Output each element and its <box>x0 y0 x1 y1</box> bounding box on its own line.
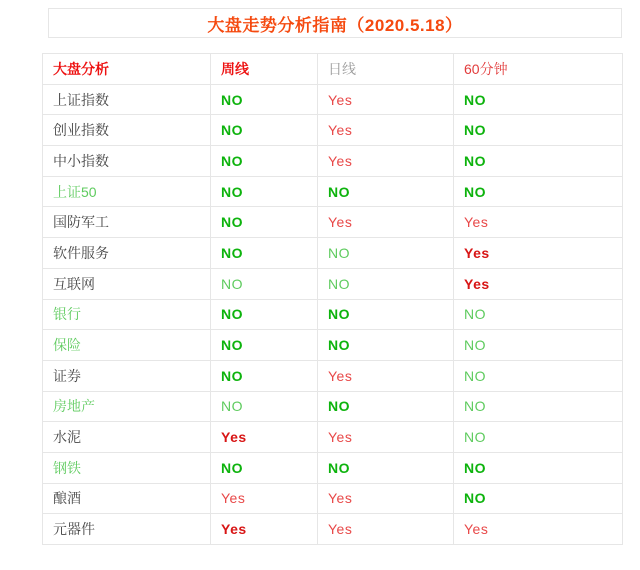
cell-value: NO <box>211 299 318 330</box>
cell-value: NO <box>211 238 318 269</box>
cell-value: NO <box>454 176 623 207</box>
table-row <box>43 452 623 483</box>
cell-value: NO <box>211 207 318 238</box>
cell-value: NO <box>454 452 623 483</box>
analysis-table-body <box>43 84 623 544</box>
cell-value: NO <box>318 299 454 330</box>
table-row <box>43 483 623 514</box>
row-label: 酿酒 <box>43 483 211 514</box>
table-row <box>43 84 623 115</box>
cell-value: NO <box>454 330 623 361</box>
cell-value: Yes <box>211 483 318 514</box>
cell-value: NO <box>454 299 623 330</box>
row-label: 证券 <box>43 360 211 391</box>
cell-value: NO <box>454 422 623 453</box>
row-label: 互联网 <box>43 268 211 299</box>
row-label: 创业指数 <box>43 115 211 146</box>
cell-value: NO <box>318 391 454 422</box>
cell-value: NO <box>454 483 623 514</box>
column-header-3: 日线 <box>318 54 454 85</box>
column-header-4: 60分钟 <box>454 54 623 85</box>
cell-value: NO <box>211 115 318 146</box>
table-row <box>43 422 623 453</box>
table-row <box>43 360 623 391</box>
cell-value: Yes <box>318 514 454 545</box>
cell-value: NO <box>211 391 318 422</box>
cell-value: Yes <box>318 115 454 146</box>
table-row <box>43 391 623 422</box>
table-row <box>43 268 623 299</box>
table-row <box>43 207 623 238</box>
table-row <box>43 299 623 330</box>
cell-value: NO <box>318 176 454 207</box>
cell-value: Yes <box>454 268 623 299</box>
cell-value: NO <box>454 84 623 115</box>
cell-value: Yes <box>211 422 318 453</box>
page-title: 大盘走势分析指南（2020.5.18） <box>207 15 463 35</box>
cell-value: Yes <box>318 146 454 177</box>
cell-value: Yes <box>211 514 318 545</box>
table-row <box>43 330 623 361</box>
table-row <box>43 514 623 545</box>
cell-value: NO <box>211 84 318 115</box>
table-row <box>43 238 623 269</box>
row-label: 钢铁 <box>43 452 211 483</box>
cell-value: Yes <box>318 360 454 391</box>
cell-value: Yes <box>318 483 454 514</box>
cell-value: NO <box>454 146 623 177</box>
cell-value: NO <box>454 391 623 422</box>
title-box <box>48 8 622 38</box>
cell-value: NO <box>211 268 318 299</box>
cell-value: NO <box>211 176 318 207</box>
cell-value: NO <box>211 452 318 483</box>
row-label: 上证指数 <box>43 84 211 115</box>
table-row <box>43 146 623 177</box>
table-header-row <box>43 54 623 85</box>
cell-value: NO <box>318 238 454 269</box>
row-label: 水泥 <box>43 422 211 453</box>
column-header-2: 周线 <box>211 54 318 85</box>
table-row <box>43 115 623 146</box>
row-label: 上证50 <box>43 176 211 207</box>
market-analysis-table <box>42 53 623 545</box>
row-label: 国防军工 <box>43 207 211 238</box>
row-label: 房地产 <box>43 391 211 422</box>
cell-value: Yes <box>318 207 454 238</box>
cell-value: Yes <box>454 514 623 545</box>
cell-value: NO <box>211 360 318 391</box>
cell-value: Yes <box>454 207 623 238</box>
row-label: 元器件 <box>43 514 211 545</box>
row-label: 保险 <box>43 330 211 361</box>
cell-value: Yes <box>318 84 454 115</box>
row-label: 软件服务 <box>43 238 211 269</box>
cell-value: NO <box>454 360 623 391</box>
cell-value: NO <box>454 115 623 146</box>
cell-value: Yes <box>318 422 454 453</box>
table-row <box>43 176 623 207</box>
row-label: 中小指数 <box>43 146 211 177</box>
column-header-1: 大盘分析 <box>43 54 211 85</box>
cell-value: NO <box>211 146 318 177</box>
cell-value: NO <box>211 330 318 361</box>
cell-value: NO <box>318 268 454 299</box>
cell-value: NO <box>318 330 454 361</box>
article-page <box>0 8 640 545</box>
cell-value: NO <box>318 452 454 483</box>
cell-value: Yes <box>454 238 623 269</box>
row-label: 银行 <box>43 299 211 330</box>
